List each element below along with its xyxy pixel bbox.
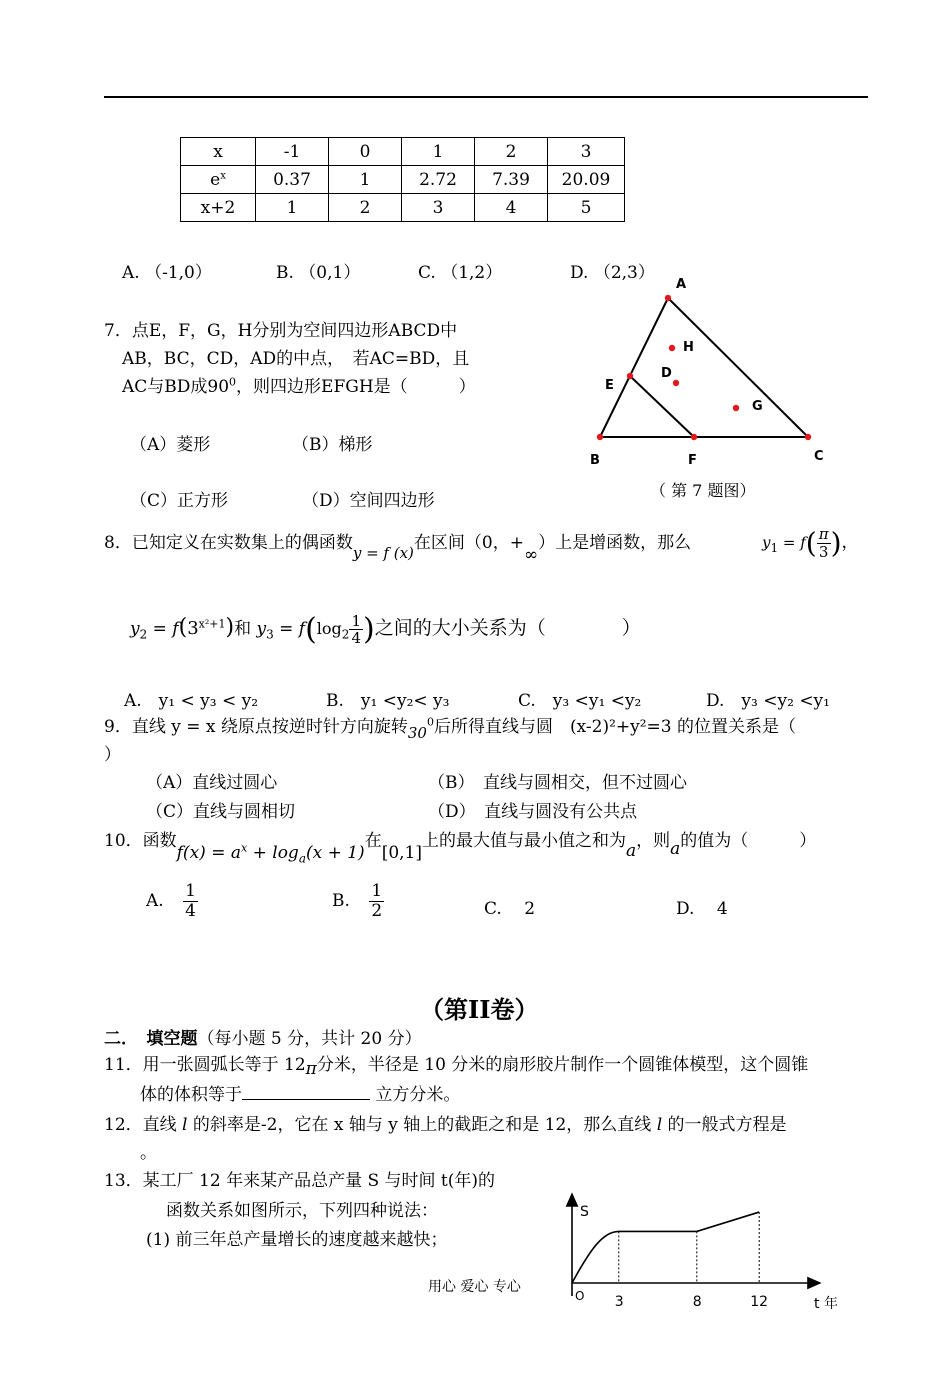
edge-ef	[630, 376, 694, 437]
table-cell: 1	[329, 166, 402, 194]
label-d: D	[661, 366, 672, 381]
value-table	[180, 137, 625, 222]
q11-line2: 体的体积等于 立方分米。	[140, 1085, 461, 1105]
q10-option-b: B. $\frac{1}{2}$	[332, 881, 383, 921]
q10-option-d: D. 4	[676, 899, 728, 919]
q9-line1: 9．直线 y = x 绕原点按逆时针方向旋转$30^0$后所得直线与圆 (x-2)²+y²=3 的位置关系是（	[104, 715, 797, 742]
section2-heading: 二． 填空题（每小题 5 分，共计 20 分）	[104, 1029, 422, 1049]
table-cell: 7.39	[475, 166, 548, 194]
table-cell: x	[181, 138, 256, 166]
table-cell: 0	[329, 138, 402, 166]
footer: 用心 爱心 专心	[428, 1279, 521, 1295]
q13-line3: (1) 前三年总产量增长的速度越来越快；	[146, 1230, 448, 1250]
q9-line2: ）	[104, 745, 121, 765]
q12-line2: 。	[140, 1143, 157, 1163]
q6-option-a: A. （-1,0）	[122, 263, 212, 283]
point-h	[669, 345, 675, 351]
label-a: A	[676, 277, 687, 292]
label-b: B	[590, 453, 600, 468]
edge-ab	[600, 298, 668, 437]
table-row	[181, 194, 625, 222]
q10-line1: 10．函数$f(x) = a^x + \log_a(x + 1)$在[0,1]上的最大值与最小值之和为a，则a的值为（ ）	[104, 831, 817, 866]
q9-option-a: （A）直线过圆心	[146, 773, 278, 793]
table-cell: 3	[548, 138, 625, 166]
label-h: H	[683, 340, 694, 355]
table-cell: 4	[475, 194, 548, 222]
figure7-diagram	[580, 270, 840, 480]
q7-line1: 7．点E，F，G，H分别为空间四边形ABCD中	[104, 321, 458, 341]
point-g	[733, 405, 739, 411]
x-tick-label: 8	[692, 1294, 702, 1310]
q11-line1: 11．用一张圆弧长等于 12π分米，半径是 10 分米的扇形胶片制作一个圆锥体模型，这个圆锥	[104, 1055, 809, 1079]
q6-option-d: D. （2,3）	[570, 263, 655, 283]
q9-option-c: （C）直线与圆相切	[146, 802, 296, 822]
q8-option-b: B. y₁ <y₂< y₃	[326, 691, 450, 711]
point-a	[665, 295, 671, 301]
table-cell: 2.72	[402, 166, 475, 194]
table-cell: 0.37	[256, 166, 329, 194]
q13-graph	[548, 1186, 838, 1316]
q7-option-a: （A）菱形	[130, 435, 211, 455]
q8-option-c: C. y₃ <y₁ <y₂	[518, 691, 642, 711]
part2-title: （第II卷）	[420, 995, 539, 1024]
table-cell: $e^x$	[181, 166, 256, 194]
q8-option-a: A. y₁ < y₃ < y₂	[124, 691, 259, 711]
table-cell: 2	[475, 138, 548, 166]
q7-option-c: （C）正方形	[130, 491, 229, 511]
q8-y1: $y_1 = f$( $\frac{\pi}{3}$ )，	[762, 525, 859, 561]
q10-option-c: C. 2	[484, 899, 536, 919]
q10-option-a: A. $\frac{1}{4}$	[146, 881, 196, 921]
edge-ac	[668, 298, 808, 437]
point-d	[673, 380, 679, 386]
q6-option-b: B. （0,1）	[276, 263, 361, 283]
table-row	[181, 138, 625, 166]
table-cell: 1	[256, 194, 329, 222]
q7-option-d: （D）空间四边形	[302, 491, 435, 511]
q7-line2: AB，BC，CD，AD的中点， 若AC=BD，且	[122, 349, 470, 369]
table-cell: 2	[329, 194, 402, 222]
q13-line2: 函数关系如图所示，下列四种说法：	[166, 1201, 438, 1221]
label-e: E	[605, 378, 614, 393]
origin-label: O	[575, 1289, 585, 1303]
table-row	[181, 166, 625, 194]
q13-line1: 13．某工厂 12 年来某产品总产量 S 与时间 t(年)的	[104, 1171, 496, 1191]
figure7-caption: （ 第 7 题图）	[650, 481, 756, 500]
q11-answer-blank[interactable]	[242, 1099, 370, 1100]
y-axis-label: S	[580, 1204, 589, 1220]
production-curve	[572, 1212, 759, 1283]
x-tick-label: 12	[750, 1294, 769, 1310]
q8-option-d: D. y₃ <y₂ <y₁	[706, 691, 830, 711]
q12-line1: 12．直线 l 的斜率是-2，它在 x 轴与 y 轴上的截距之和是 12，那么直线 l 的一般式方程是	[104, 1115, 787, 1135]
q9-option-b: （B） 直线与圆相交，但不过圆心	[428, 773, 687, 793]
q7-line3: AC与BD成$90^0$，则四边形EFGH是（ ）	[122, 375, 476, 397]
table-cell: 20.09	[548, 166, 625, 194]
table-cell: -1	[256, 138, 329, 166]
label-g: G	[752, 399, 763, 414]
x-axis-label: t 年	[814, 1296, 838, 1312]
q8-line2: $y_2 = f(3^{x^2+1})$和 $y_3 = f(\log_2$ $\frac{1}{4}$ )之间的大小关系为（ ）	[130, 611, 641, 647]
label-f: F	[688, 453, 697, 468]
q9-option-d: （D） 直线与圆没有公共点	[428, 802, 638, 822]
point-f	[691, 434, 697, 440]
label-c: C	[814, 449, 824, 464]
point-b	[597, 434, 603, 440]
q8-line1: 8．已知定义在实数集上的偶函数y = f (x)在区间（0，+∞）上是增函数，那么	[104, 533, 692, 565]
point-c	[805, 434, 811, 440]
q6-option-c: C. （1,2）	[418, 263, 503, 283]
x-tick-label: 3	[614, 1294, 624, 1310]
q7-option-b: （B）梯形	[292, 435, 373, 455]
table-cell: 5	[548, 194, 625, 222]
point-e	[627, 373, 633, 379]
table-cell: 1	[402, 138, 475, 166]
table-cell: 3	[402, 194, 475, 222]
header-rule	[104, 96, 868, 98]
table-cell: x+2	[181, 194, 256, 222]
